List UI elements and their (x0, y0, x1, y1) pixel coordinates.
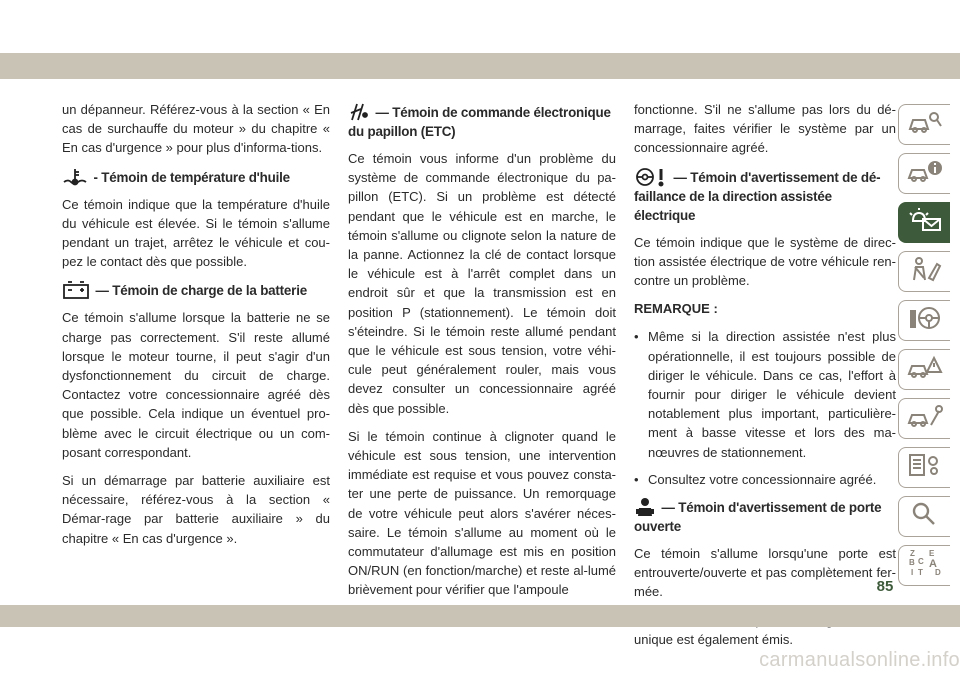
warning-lights-messages-icon (907, 207, 943, 238)
door-ajar-text-2: unique est également émis. (634, 631, 793, 647)
page-number: 85 (876, 578, 894, 595)
oil-temperature-heading-text: - Témoin de température d'huile (93, 169, 290, 185)
door-open-icon (634, 500, 662, 515)
etc-text-1: Ce témoin vous informe d'un problème du système de commande électronique du pa-pillon (ETC). Si un problème est détecté pendant que le véhicule est en marche, le témoin s'allume ou clignote selon la nature de la panne. Actionnez la clé de contact lorsque le véhicule est à l'arrêt complet dans un endroit sûr et que la transmission est en position P (stationnement). Le témoin doit s'éteindre. Si le témoin reste allumé pendant que le véhicule est sous tension, votre véhi-cule peut généralement rouler, mais vous devez consulter un concessionnaire agréé dès que possible. (348, 151, 616, 416)
door-ajar-heading (634, 497, 896, 536)
svg-text:A: A (928, 558, 937, 570)
oil-temperature-heading (62, 167, 330, 187)
column-3 (634, 100, 896, 658)
door-ajar-heading-text: — Témoin d'avertissement de porte ouverte (634, 500, 882, 535)
svg-text:D: D (934, 568, 941, 577)
seatbelt-airbag-safety-icon (907, 256, 943, 287)
nav-tab-car-info[interactable] (898, 153, 950, 194)
battery-charge-text-1: Ce témoin s'allume lorsque la batterie ne se charge pas correctement. S'il reste allumé lorsque le moteur tourne, il peut s'agir d'un dysfonctionnement du circuit de charge. Contactez votre concessionnaire agréé dès que possible. Cela indique un éventuel pro-blème avec le circuit électrique ou un com-posant correspondant. (62, 310, 330, 460)
battery-charge-text-2: Si un démarrage par batterie auxiliaire est nécessaire, référez-vous à la section « Démar-rage par batterie auxiliaire » du chapitre « En cas d'urgence ». (62, 473, 330, 546)
svg-text:I: I (910, 568, 913, 577)
svg-text:T: T (917, 568, 923, 577)
specifications-gears-icon (907, 452, 943, 483)
nav-tab-service[interactable] (898, 398, 950, 439)
svg-text:E: E (928, 549, 934, 558)
column-2 (348, 96, 616, 609)
chapter-side-nav (898, 104, 948, 594)
svg-text:C: C (917, 557, 924, 566)
car-service-maintenance-icon (907, 403, 943, 434)
nav-tab-emergency[interactable] (898, 349, 950, 390)
door-ajar-text-1: Ce témoin s'allume lorsqu'une porte est entrouverte/ouverte et pas complètement fer-mée. (634, 546, 896, 600)
nav-tab-specifications[interactable] (898, 447, 950, 488)
list-item: • Consultez votre concessionnaire agréé. (634, 470, 896, 489)
nav-tab-index-search[interactable] (898, 496, 950, 537)
remark-list (634, 327, 896, 489)
car-info-icon (907, 158, 943, 189)
nav-tab-car-key[interactable] (898, 104, 950, 145)
watermark: carmanualsonline.info (759, 649, 960, 671)
bottom-decorative-band (0, 605, 960, 627)
paragraph-continued: fonctionne. S'il ne s'allume pas lors du dé-marrage, faites vérifier le système par un concessionnaire agréé. (634, 102, 896, 156)
paragraph-overheat-reference: un dépanneur. Référez-vous à la section « En cas de surchauffe du moteur » du chapitre « En cas d'urgence » pour plus d'informa-tions. (62, 102, 330, 156)
alphabet-index-icon (907, 548, 943, 583)
etc-heading-text: — Témoin de commande électronique du papillon (ETC) (348, 105, 611, 139)
nav-tab-driving[interactable] (898, 300, 950, 341)
svg-text:B: B (908, 558, 915, 567)
etc-text-2: Si le témoin continue à clignoter quand le véhicule est sous tension, une intervention immédiate est requise et vous pouvez consta-ter une perte de puissance. Un remorquage de votre véhicule peut alors s'avérer néces-saire. Le témoin s'allume au moment où le commutateur d'allumage est mis en position ON/RUN (en fonction/marche) et reste al-lumé brièvement pour vérifier que l'ampoule (348, 428, 616, 598)
column-1 (62, 100, 330, 557)
steering-wheel-driving-icon (907, 305, 943, 336)
index-search-icon (907, 501, 943, 532)
nav-tab-warning-lights[interactable] (898, 202, 950, 243)
battery-charge-heading (62, 280, 330, 300)
nav-tab-safety[interactable] (898, 251, 950, 292)
battery-charge-heading-text: — Témoin de charge de la batterie (95, 283, 307, 299)
svg-text:Z: Z (909, 549, 915, 558)
oil-temperature-text: Ce témoin indique que la température d'huile du véhicule est élevée. Si le témoin s'allume pendant un trajet, arrêtez le véhicule et cou-pez le contact dès que possible. (62, 196, 330, 270)
electronic-throttle-icon (348, 105, 376, 120)
etc-heading (348, 102, 616, 141)
car-with-key-icon (907, 109, 943, 140)
oil-temperature-icon (62, 170, 94, 185)
power-steering-warning-icon (634, 170, 674, 185)
road-hazard-emergency-icon (907, 354, 943, 385)
eps-text: Ce témoin indique que le système de direc-tion assistée électrique de votre véhicule ren-contre un problème. (634, 234, 896, 289)
list-item: • Même si la direction assistée n'est plus opérationnelle, il est toujours possible de diriger le véhicule. Dans ce cas, l'effort à fournir pour diriger le véhicule devient notablement plus important, particulière-ment à basse vitesse et lors des ma-nœuvres de stationnement. (634, 327, 896, 461)
eps-heading-text: — Témoin d'avertissement de dé-faillance de la direction assistée électrique (634, 169, 881, 223)
eps-heading (634, 167, 896, 225)
top-decorative-band (0, 53, 960, 79)
nav-tab-alphabet-index[interactable] (898, 545, 950, 586)
battery-icon (62, 283, 96, 298)
remark-label: REMARQUE : (634, 301, 718, 317)
